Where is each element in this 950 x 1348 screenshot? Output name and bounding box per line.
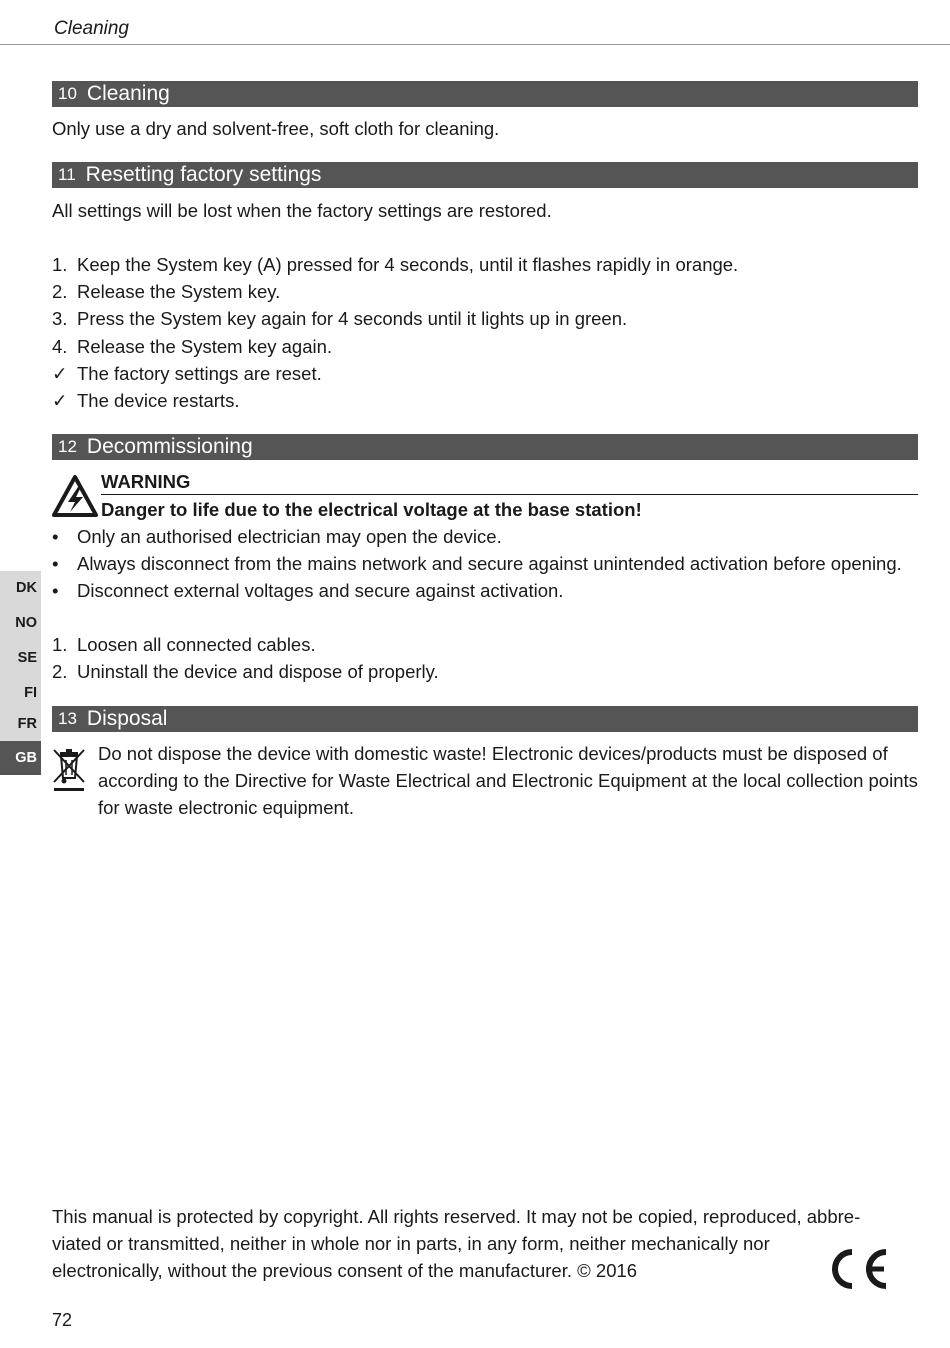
list-marker: 4. (52, 335, 68, 357)
list-item-text: Keep the System key (A) pressed for 4 seconds, until it flashes rapidly in orange. (77, 254, 739, 275)
section-number: 12 (58, 437, 77, 456)
list-item (52, 360, 738, 387)
list-item-text: Release the System key. (77, 281, 281, 303)
list-item (52, 523, 902, 550)
language-tab-fr[interactable]: FR (17, 716, 37, 732)
language-tab-fi[interactable]: FI (24, 685, 37, 701)
list-item (52, 550, 902, 577)
list-marker: 2. (52, 281, 68, 303)
ce-mark-icon (826, 1246, 890, 1292)
section-number: 10 (58, 84, 77, 103)
list-item-text: The factory settings are reset. (77, 362, 322, 384)
section-title: Decommissioning (86, 435, 253, 458)
copyright-line: viated or transmitted, neither in whole nor in parts, in any form, neither mechanically nor (52, 1233, 770, 1254)
section-number: 13 (58, 709, 77, 728)
list-item (52, 305, 738, 332)
list-item (52, 658, 439, 685)
copyright-notice (52, 1203, 912, 1284)
reset-intro: All settings will be lost when the factory settings are restored. (52, 200, 552, 221)
list-marker: 1. (52, 254, 68, 275)
bullet-marker: • (52, 580, 59, 602)
bullet-marker: • (52, 526, 59, 547)
electrical-hazard-warning-icon (52, 475, 98, 517)
copyright-line: electronically, without the previous consent of the manufacturer. © 2016 (52, 1260, 638, 1281)
list-item (52, 251, 738, 278)
list-item-text: Uninstall the device and dispose of properly. (77, 661, 439, 683)
check-icon: ✓ (52, 390, 68, 412)
header-rule (0, 44, 950, 45)
list-marker: 1. (52, 634, 68, 655)
section-number: 11 (58, 165, 76, 184)
disposal-text: Do not dispose the device with domestic waste! Electronic devices/products must be disposed of according to the Directive for Waste Electrical and Electronic Equipment at the local collection points for waste electronic equipment. (98, 743, 918, 818)
list-item-text: Press the System key again for 4 seconds until it lights up in green. (77, 308, 628, 330)
section-heading-cleaning (52, 81, 918, 107)
list-marker: 2. (52, 661, 68, 683)
language-tab-dk[interactable]: DK (16, 580, 37, 596)
section-heading-reset (52, 162, 918, 188)
running-header: Cleaning (54, 18, 129, 39)
cleaning-text: Only use a dry and solvent-free, soft cloth for cleaning. (52, 118, 500, 139)
decommissioning-steps (52, 631, 439, 685)
list-item (52, 631, 439, 658)
list-item-text: Disconnect external voltages and secure against activation. (77, 580, 564, 602)
list-item (52, 333, 738, 360)
section-title: Cleaning (86, 82, 170, 105)
page-number: 72 (52, 1310, 73, 1330)
section-heading-disposal (52, 706, 918, 732)
section-title: Resetting factory settings (85, 163, 322, 186)
list-item (52, 278, 738, 305)
warning-text: Danger to life due to the electrical voltage at the base station! (101, 499, 642, 520)
language-tab-se[interactable]: SE (17, 650, 37, 666)
language-tab-no[interactable]: NO (15, 615, 37, 631)
decommissioning-bullets (52, 523, 902, 605)
reset-steps-list (52, 251, 738, 414)
check-icon: ✓ (52, 362, 68, 384)
copyright-line: This manual is protected by copyright. All rights reserved. It may not be copied, reproduced, abbre- (52, 1206, 861, 1227)
list-item-text: Only an authorised electrician may open the device. (77, 526, 502, 547)
section-title: Disposal (86, 707, 168, 730)
language-tab-gb[interactable]: GB (0, 741, 41, 775)
list-item-text: Always disconnect from the mains network and secure against unintended activation before opening. (77, 553, 902, 575)
warning-title: WARNING (101, 469, 918, 495)
list-item-text: The device restarts. (77, 390, 240, 412)
bullet-marker: • (52, 553, 59, 575)
section-heading-decommissioning (52, 434, 918, 460)
list-item-text: Release the System key again. (77, 335, 333, 357)
list-item (52, 387, 738, 414)
list-item-text: Loosen all connected cables. (77, 634, 316, 655)
list-marker: 3. (52, 308, 68, 330)
crossed-out-wheelie-bin-icon (52, 746, 86, 794)
language-tabs (0, 571, 41, 775)
list-item (52, 577, 902, 604)
